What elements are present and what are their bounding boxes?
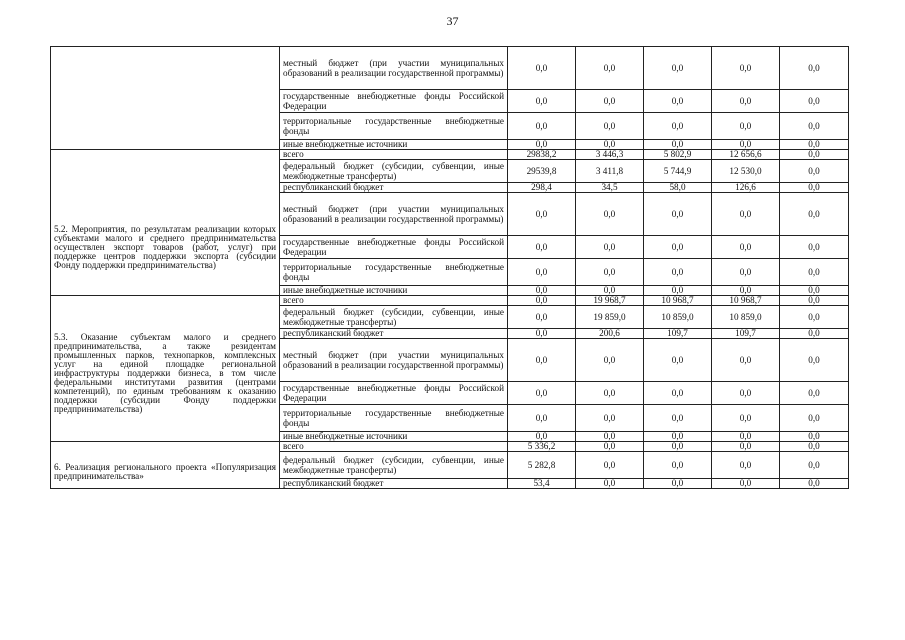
value-cell: 0,0	[508, 296, 576, 306]
value-cell: 0,0	[712, 90, 780, 113]
funding-source-cell: местный бюджет (при участии муниципальных образований в реализации государственной программы)	[280, 193, 508, 236]
funding-source-cell: всего	[280, 296, 508, 306]
value-cell: 0,0	[644, 405, 712, 432]
value-cell: 0,0	[576, 140, 644, 150]
value-cell: 0,0	[712, 286, 780, 296]
value-cell: 0,0	[644, 47, 712, 90]
value-cell: 0,0	[576, 339, 644, 382]
value-cell: 10 968,7	[644, 296, 712, 306]
page-number: 37	[446, 14, 459, 28]
value-cell: 29539,8	[508, 160, 576, 183]
value-cell: 0,0	[780, 140, 849, 150]
table-row	[51, 442, 849, 452]
value-cell: 0,0	[576, 47, 644, 90]
value-cell: 3 446,3	[576, 150, 644, 160]
event-title-cell: 6. Реализация регионального проекта «Популяризация предпринимательства»	[51, 442, 280, 489]
funding-source-cell: территориальные государственные внебюджетные фонды	[280, 259, 508, 286]
value-cell: 0,0	[780, 47, 849, 90]
funding-source-cell: федеральный бюджет (субсидии, субвенции, иные межбюджетные трансферты)	[280, 160, 508, 183]
event-title-cell: 5.3. Оказание субъектам малого и среднего предпринимательства, а также резидентам промышленных парков, технопарков, комплексных услуг на единой площадке региональной инфраструктуры поддержки бизнеса, в том числе федеральными институтами развития (центрами компетенций), по единым требованиям к оказанию поддержки (субсидии Фонду поддержки предпринимательства)	[51, 296, 280, 442]
value-cell: 0,0	[780, 236, 849, 259]
value-cell: 0,0	[644, 286, 712, 296]
value-cell: 0,0	[576, 479, 644, 489]
value-cell: 0,0	[712, 442, 780, 452]
value-cell: 0,0	[644, 479, 712, 489]
value-cell: 0,0	[508, 329, 576, 339]
value-cell: 5 282,8	[508, 452, 576, 479]
value-cell: 0,0	[644, 382, 712, 405]
value-cell: 0,0	[644, 259, 712, 286]
value-cell: 0,0	[576, 382, 644, 405]
value-cell: 10 968,7	[712, 296, 780, 306]
value-cell: 3 411,8	[576, 160, 644, 183]
value-cell: 0,0	[712, 113, 780, 140]
value-cell: 0,0	[576, 405, 644, 432]
value-cell: 0,0	[780, 306, 849, 329]
value-cell: 0,0	[780, 405, 849, 432]
value-cell: 0,0	[576, 236, 644, 259]
value-cell: 0,0	[780, 259, 849, 286]
funding-source-cell: территориальные государственные внебюджетные фонды	[280, 405, 508, 432]
funding-source-cell: местный бюджет (при участии муниципальных образований в реализации государственной программы)	[280, 47, 508, 90]
value-cell: 0,0	[644, 432, 712, 442]
value-cell: 0,0	[712, 236, 780, 259]
value-cell: 0,0	[712, 479, 780, 489]
value-cell: 109,7	[712, 329, 780, 339]
funding-source-cell: республиканский бюджет	[280, 183, 508, 193]
value-cell: 0,0	[780, 160, 849, 183]
value-cell: 0,0	[508, 90, 576, 113]
value-cell: 0,0	[780, 150, 849, 160]
value-cell: 298,4	[508, 183, 576, 193]
funding-source-cell: республиканский бюджет	[280, 479, 508, 489]
value-cell: 0,0	[576, 452, 644, 479]
value-cell: 0,0	[780, 432, 849, 442]
value-cell: 0,0	[576, 193, 644, 236]
value-cell: 0,0	[576, 90, 644, 113]
value-cell: 29838,2	[508, 150, 576, 160]
value-cell: 53,4	[508, 479, 576, 489]
value-cell: 0,0	[508, 339, 576, 382]
value-cell: 0,0	[712, 193, 780, 236]
table-row	[51, 150, 849, 160]
funding-source-cell: государственные внебюджетные фонды Российской Федерации	[280, 236, 508, 259]
value-cell: 0,0	[644, 90, 712, 113]
value-cell: 126,6	[712, 183, 780, 193]
value-cell: 0,0	[780, 90, 849, 113]
funding-source-cell: иные внебюджетные источники	[280, 432, 508, 442]
value-cell: 0,0	[508, 47, 576, 90]
funding-source-cell: всего	[280, 442, 508, 452]
funding-source-cell: федеральный бюджет (субсидии, субвенции, иные межбюджетные трансферты)	[280, 306, 508, 329]
value-cell: 0,0	[780, 329, 849, 339]
value-cell: 10 859,0	[712, 306, 780, 329]
value-cell: 5 744,9	[644, 160, 712, 183]
value-cell: 0,0	[576, 113, 644, 140]
value-cell: 0,0	[644, 193, 712, 236]
value-cell: 0,0	[780, 113, 849, 140]
value-cell: 0,0	[712, 432, 780, 442]
value-cell: 0,0	[712, 339, 780, 382]
value-cell: 0,0	[712, 47, 780, 90]
value-cell: 0,0	[576, 259, 644, 286]
value-cell: 5 802,9	[644, 150, 712, 160]
funding-source-cell: всего	[280, 150, 508, 160]
funding-source-cell: местный бюджет (при участии муниципальных образований в реализации государственной программы)	[280, 339, 508, 382]
table-row	[51, 296, 849, 306]
value-cell: 0,0	[712, 382, 780, 405]
value-cell: 0,0	[508, 236, 576, 259]
budget-table	[50, 46, 849, 489]
value-cell: 0,0	[712, 259, 780, 286]
value-cell: 12 530,0	[712, 160, 780, 183]
table-row	[51, 47, 849, 90]
value-cell: 0,0	[644, 452, 712, 479]
value-cell: 0,0	[780, 193, 849, 236]
value-cell: 0,0	[780, 382, 849, 405]
value-cell: 200,6	[576, 329, 644, 339]
value-cell: 0,0	[508, 306, 576, 329]
value-cell: 19 859,0	[576, 306, 644, 329]
event-title-cell: 5.2. Мероприятия, по результатам реализации которых субъектами малого и среднего предпринимательства осуществлен экспорт товаров (работ, услуг) при поддержке центров поддержки экспорта (субсидии Фонду поддержки предпринимательства)	[51, 150, 280, 296]
funding-source-cell: государственные внебюджетные фонды Российской Федерации	[280, 90, 508, 113]
value-cell: 0,0	[712, 140, 780, 150]
value-cell: 0,0	[644, 140, 712, 150]
funding-source-cell: республиканский бюджет	[280, 329, 508, 339]
value-cell: 0,0	[576, 286, 644, 296]
value-cell: 0,0	[644, 339, 712, 382]
value-cell: 19 968,7	[576, 296, 644, 306]
funding-source-cell: территориальные государственные внебюджетные фонды	[280, 113, 508, 140]
value-cell: 12 656,6	[712, 150, 780, 160]
value-cell: 0,0	[508, 113, 576, 140]
value-cell: 0,0	[644, 113, 712, 140]
value-cell: 0,0	[576, 442, 644, 452]
value-cell: 0,0	[576, 432, 644, 442]
value-cell: 10 859,0	[644, 306, 712, 329]
value-cell: 0,0	[780, 296, 849, 306]
value-cell: 0,0	[780, 339, 849, 382]
value-cell: 5 336,2	[508, 442, 576, 452]
value-cell: 0,0	[644, 442, 712, 452]
value-cell: 0,0	[780, 442, 849, 452]
value-cell: 0,0	[508, 432, 576, 442]
value-cell: 0,0	[508, 405, 576, 432]
value-cell: 0,0	[508, 286, 576, 296]
value-cell: 0,0	[508, 382, 576, 405]
value-cell: 0,0	[780, 286, 849, 296]
value-cell: 0,0	[712, 405, 780, 432]
value-cell: 0,0	[508, 259, 576, 286]
value-cell: 0,0	[780, 479, 849, 489]
value-cell: 109,7	[644, 329, 712, 339]
value-cell: 0,0	[644, 236, 712, 259]
funding-source-cell: государственные внебюджетные фонды Российской Федерации	[280, 382, 508, 405]
funding-source-cell: иные внебюджетные источники	[280, 140, 508, 150]
value-cell: 0,0	[508, 140, 576, 150]
event-title-cell	[51, 47, 280, 150]
value-cell: 0,0	[780, 183, 849, 193]
value-cell: 0,0	[508, 193, 576, 236]
value-cell: 0,0	[780, 452, 849, 479]
funding-source-cell: федеральный бюджет (субсидии, субвенции, иные межбюджетные трансферты)	[280, 452, 508, 479]
value-cell: 58,0	[644, 183, 712, 193]
value-cell: 34,5	[576, 183, 644, 193]
value-cell: 0,0	[712, 452, 780, 479]
funding-source-cell: иные внебюджетные источники	[280, 286, 508, 296]
